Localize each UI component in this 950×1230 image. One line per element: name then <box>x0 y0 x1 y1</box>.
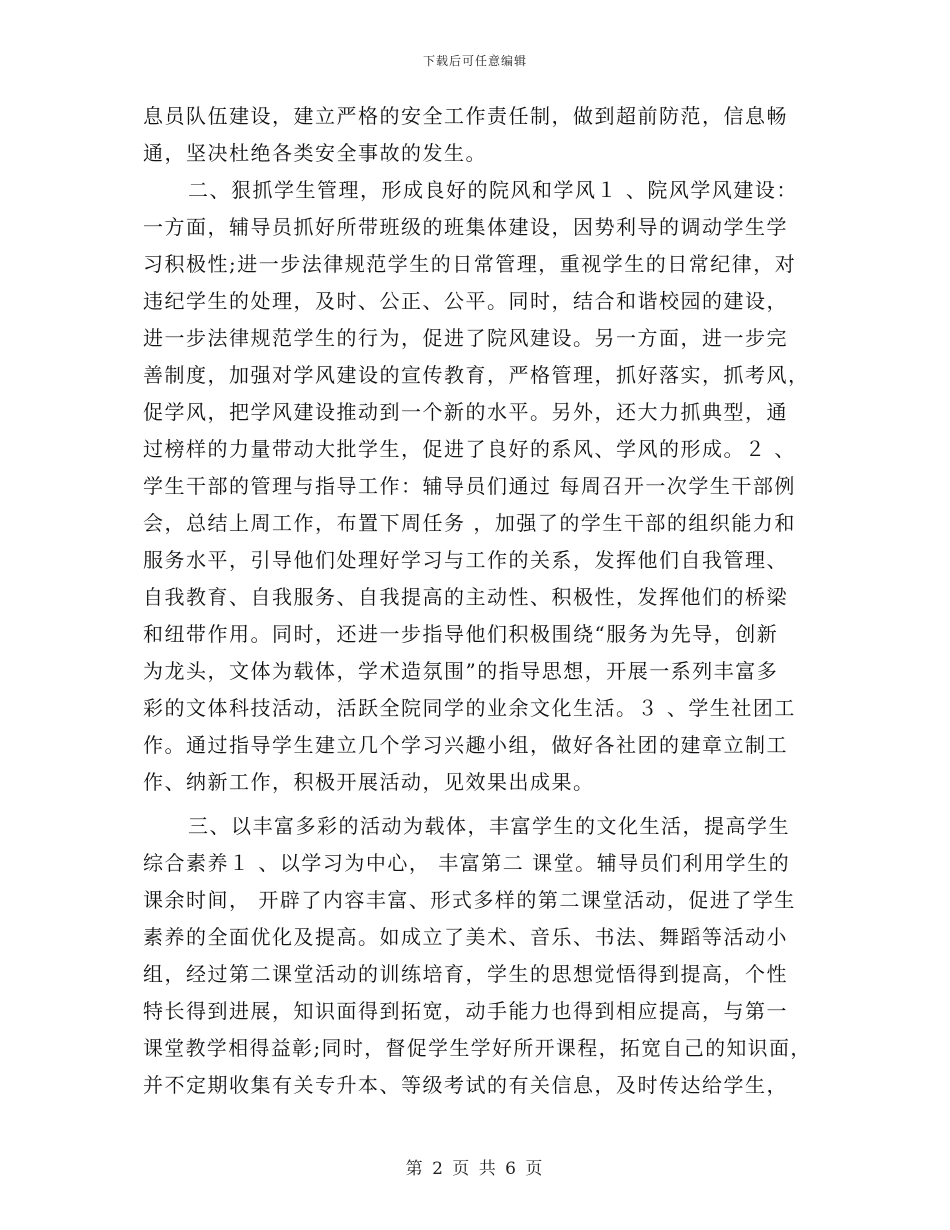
text-line: 彩的文体科技活动，活跃全院同学的业余文化生活。３ 、学生社团工 <box>143 696 796 720</box>
text-line: 并不定期收集有关专升本、等级考试的有关信息，及时传达给学生， <box>143 1073 788 1097</box>
text-line: 学生干部的管理与指导工作：辅导员们通过 每周召开一次学生干部例 <box>143 474 796 498</box>
text-line: 习积极性;进一步法律规范学生的日常管理，重视学生的日常纪律，对 <box>143 252 797 276</box>
text-line: 课余时间， 开辟了内容丰富、形式多样的第二课堂活动，促进了学生 <box>143 888 796 912</box>
text-line: 二、狠抓学生管理，形成良好的院风和学风１ 、院风学风建设： <box>188 178 798 202</box>
text-line: 过榜样的力量带动大批学生，促进了良好的系风、学风的形成。２ 、 <box>143 437 796 461</box>
text-line: 服务水平，引导他们处理好学习与工作的关系，发挥他们自我管理、 <box>143 548 788 572</box>
text-line: 为龙头，文体为载体，学术造氛围”的指导思想，开展一系列丰富多 <box>143 659 779 683</box>
text-line: 组，经过第二课堂活动的训练培育，学生的思想觉悟得到提高，个性 <box>143 962 788 986</box>
text-line: 课堂教学相得益彰;同时，督促学生学好所开课程，拓宽自己的知识面， <box>143 1036 812 1060</box>
text-line: 善制度，加强对学风建设的宣传教育，严格管理，抓好落实，抓考风， <box>143 363 810 387</box>
page-header: 下载后可任意编辑 <box>422 54 527 68</box>
text-line: 作。通过指导学生建立几个学习兴趣小组，做好各社团的建章立制工 <box>143 733 788 757</box>
text-line: 综合素养１ 、以学习为中心， 丰富第二 课堂。辅导员们利用学生的 <box>143 851 791 875</box>
text-line: 特长得到进展，知识面得到拓宽，动手能力也得到相应提高，与第一 <box>143 999 788 1023</box>
text-line: 三、以丰富多彩的活动为载体，丰富学生的文化生活，提高学生 <box>188 814 790 838</box>
text-line: 自我教育、自我服务、自我提高的主动性、积极性，发挥他们的桥梁 <box>143 585 788 609</box>
text-line: 违纪学生的处理，及时、公正、公平。同时，结合和谐校园的建设， <box>143 289 788 313</box>
text-line: 作、纳新工作，积极开展活动，见效果出成果。 <box>143 770 595 794</box>
text-line: 会，总结上周工作，布置下周任务 ，加强了的学生干部的组织能力和 <box>143 511 796 535</box>
text-line: 一方面，辅导员抓好所带班级的班集体建设，因势利导的调动学生学 <box>143 215 788 239</box>
text-line: 素养的全面优化及提高。如成立了美术、音乐、书法、舞蹈等活动小 <box>143 925 788 949</box>
text-line: 通，坚决杜绝各类安全事故的发生。 <box>143 141 487 165</box>
text-line: 进一步法律规范学生的行为，促进了院风建设。另一方面，进一步完 <box>143 326 788 350</box>
text-line: 促学风，把学风建设推动到一个新的水平。另外，还大力抓典型，通 <box>143 400 788 424</box>
text-line: 息员队伍建设，建立严格的安全工作责任制，做到超前防范，信息畅 <box>143 104 788 128</box>
text-line: 和纽带作用。同时，还进一步指导他们积极围绕“服务为先导，创新 <box>143 622 779 646</box>
page-number-footer: 第 2 页 共 6 页 <box>405 1159 545 1179</box>
